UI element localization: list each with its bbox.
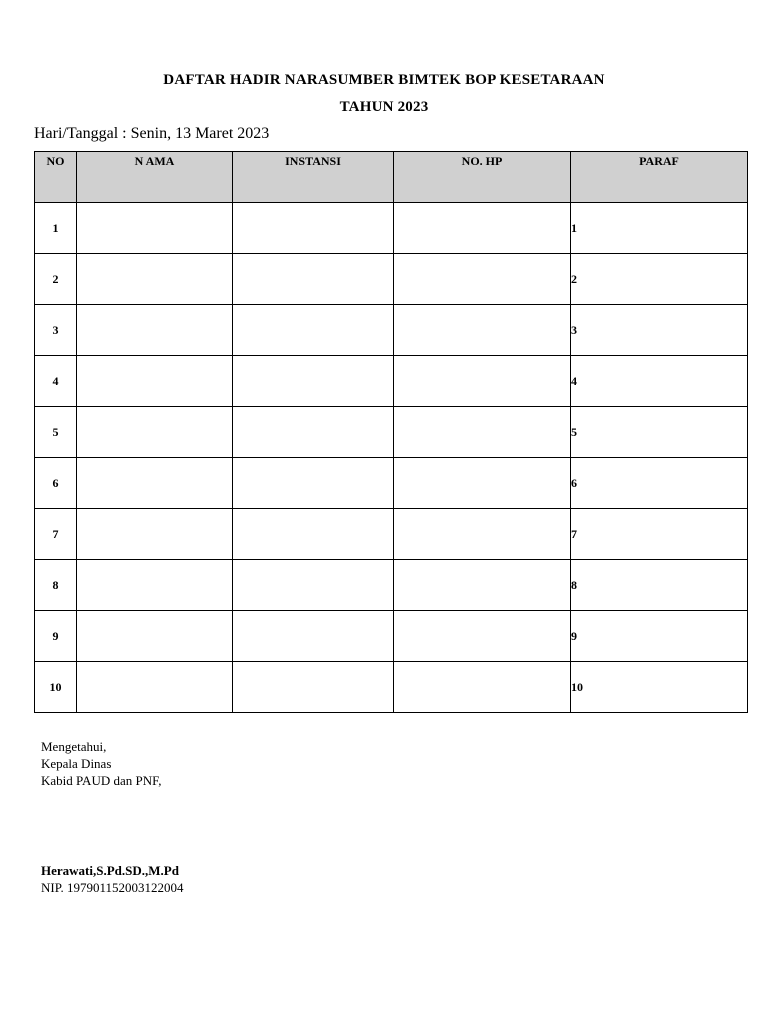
- paraf-cell: 9: [571, 611, 748, 662]
- signatory-nip: NIP. 197901152003122004: [41, 880, 184, 895]
- column-header-no-hp: NO. HP: [394, 152, 571, 203]
- instansi-cell: [233, 509, 394, 560]
- column-header-instansi: INSTANSI: [233, 152, 394, 203]
- nama-cell: [77, 509, 233, 560]
- table-row: [35, 203, 748, 254]
- no-hp-cell: [394, 611, 571, 662]
- acknowledge-label: Mengetahui,: [41, 739, 107, 754]
- column-header-nama: N AMA: [77, 152, 233, 203]
- row-number: 1: [35, 203, 77, 254]
- instansi-cell: [233, 254, 394, 305]
- division-label: Kabid PAUD dan PNF,: [41, 773, 162, 788]
- column-header-no: NO: [35, 152, 77, 203]
- no-hp-cell: [394, 203, 571, 254]
- row-number: 9: [35, 611, 77, 662]
- no-hp-cell: [394, 356, 571, 407]
- instansi-cell: [233, 305, 394, 356]
- row-number: 10: [35, 662, 77, 713]
- no-hp-cell: [394, 305, 571, 356]
- date-line: Hari/Tanggal : Senin, 13 Maret 2023: [34, 125, 270, 142]
- paraf-cell: 10: [571, 662, 748, 713]
- table-row: [35, 254, 748, 305]
- instansi-cell: [233, 560, 394, 611]
- signatory-name: Herawati,S.Pd.SD.,M.Pd: [41, 863, 179, 878]
- paraf-cell: 6: [571, 458, 748, 509]
- nama-cell: [77, 662, 233, 713]
- column-header-paraf: PARAF: [571, 152, 748, 203]
- table-row: [35, 305, 748, 356]
- table-header-row: [35, 152, 748, 203]
- instansi-cell: [233, 203, 394, 254]
- nama-cell: [77, 560, 233, 611]
- row-number: 8: [35, 560, 77, 611]
- row-number: 6: [35, 458, 77, 509]
- row-number: 2: [35, 254, 77, 305]
- nama-cell: [77, 203, 233, 254]
- document-year: TAHUN 2023: [339, 99, 429, 115]
- nama-cell: [77, 305, 233, 356]
- paraf-cell: 1: [571, 203, 748, 254]
- nama-cell: [77, 458, 233, 509]
- instansi-cell: [233, 356, 394, 407]
- row-number: 5: [35, 407, 77, 458]
- no-hp-cell: [394, 458, 571, 509]
- paraf-cell: 4: [571, 356, 748, 407]
- attendance-table: [34, 151, 748, 713]
- table-row: [35, 611, 748, 662]
- no-hp-cell: [394, 662, 571, 713]
- row-number: 4: [35, 356, 77, 407]
- nama-cell: [77, 611, 233, 662]
- table-row: [35, 458, 748, 509]
- paraf-cell: 8: [571, 560, 748, 611]
- signature-block: [41, 738, 162, 789]
- row-number: 7: [35, 509, 77, 560]
- position-label: Kepala Dinas: [41, 756, 112, 771]
- no-hp-cell: [394, 509, 571, 560]
- instansi-cell: [233, 407, 394, 458]
- signatory: [41, 862, 184, 896]
- nama-cell: [77, 254, 233, 305]
- paraf-cell: 3: [571, 305, 748, 356]
- table-row: [35, 560, 748, 611]
- instansi-cell: [233, 662, 394, 713]
- instansi-cell: [233, 611, 394, 662]
- nama-cell: [77, 407, 233, 458]
- instansi-cell: [233, 458, 394, 509]
- paraf-cell: 2: [571, 254, 748, 305]
- no-hp-cell: [394, 560, 571, 611]
- paraf-cell: 5: [571, 407, 748, 458]
- table-row: [35, 509, 748, 560]
- no-hp-cell: [394, 407, 571, 458]
- table-row: [35, 662, 748, 713]
- table-row: [35, 407, 748, 458]
- paraf-cell: 7: [571, 509, 748, 560]
- table-row: [35, 356, 748, 407]
- no-hp-cell: [394, 254, 571, 305]
- document-title: DAFTAR HADIR NARASUMBER BIMTEK BOP KESETARAAN: [163, 72, 605, 88]
- nama-cell: [77, 356, 233, 407]
- row-number: 3: [35, 305, 77, 356]
